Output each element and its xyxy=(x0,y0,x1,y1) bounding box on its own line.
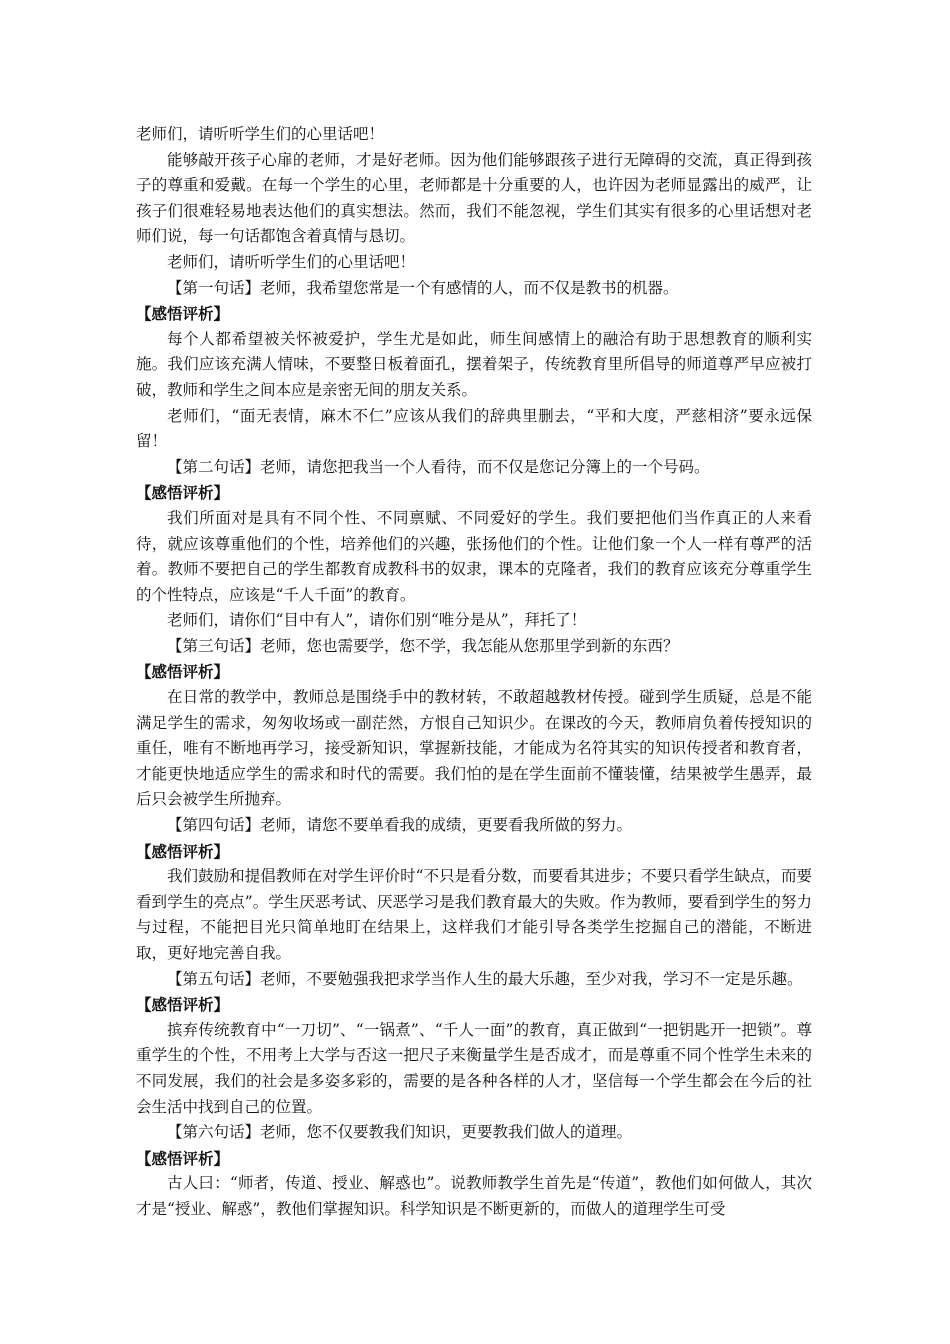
analysis-heading-2: 【感悟评析】 xyxy=(136,483,230,503)
document-body xyxy=(136,122,812,1223)
analysis-heading-3: 【感悟评析】 xyxy=(136,662,230,682)
closing-2: 老师们，请你们“目中有人”，请你们别“唯分是从”，拜托了！ xyxy=(167,611,587,630)
analysis-heading-6: 【感悟评析】 xyxy=(136,1148,230,1168)
analysis-heading-1: 【感悟评析】 xyxy=(136,304,230,324)
quote-4: 【第四句话】老师，请您不要单看我的成绩，更要看我所做的努力。 xyxy=(167,816,633,835)
intro-paragraph: 能够敲开孩子心扉的老师，才是好老师。因为他们能够跟孩子进行无障碍的交流，真正得到孩子的尊重和爱戴。在每一个学生的心里，老师都是十分重要的人，也许因为老师显露出的威严，让孩子们很难轻易地表达他们的真实想法。然而，我们不能忽视，学生们其实有很多的心里话想对老师们说，每一句话都饱含着真情与恳切。 xyxy=(136,150,812,246)
analysis-3: 在日常的教学中，教师总是围绕手中的教材转，不敢超越教材传授。碰到学生质疑，总是不能满足学生的需求，匆匆收场或一副茫然，方恨自己知识少。在课改的今天，教师肩负着传授知识的重任，唯有不断地再学习，接受新知识，掌握新技能，才能成为名符其实的知识传授者和教育者，才能更快地适应学生的需求和时代的需要。我们怕的是在学生面前不懂装懂，结果被学生愚弄，最后只会被学生所抛弃。 xyxy=(136,688,812,809)
analysis-heading-5: 【感悟评析】 xyxy=(136,995,230,1015)
analysis-2: 我们所面对是具有不同个性、不同禀赋、不同爱好的学生。我们要把他们当作真正的人来看待，就应该尊重他们的个性，培养他们的兴趣，张扬他们的个性。让他们象一个人一样有尊严的活着。教师不要把自己的学生都教育成教科书的奴隶，课本的克隆者，我们的教育应该充分尊重学生的个性特点，应该是“千人千面”的教育。 xyxy=(136,508,812,604)
analysis-4: 我们鼓励和提倡教师在对学生评价时“不只是看分数，而要看其进步；不要只看学生缺点，而要看到学生的亮点”。学生厌恶考试、厌恶学习是我们教育最大的失败。作为教师，要看到学生的努力与过程，不能把目光只简单地盯在结果上，这样我们才能引导各类学生挖掘自己的潜能，不断进取，更好地完善自我。 xyxy=(136,867,812,962)
analysis-5: 摈弃传统教育中“一刀切”、“一锅煮”、“千人一面”的教育，真正做到“一把钥匙开一把锁”。尊重学生的个性，不用考上大学与否这一把尺子来衡量学生是否成才，而是尊重不同个性学生未来的不同发展，我们的社会是多姿多彩的，需要的是各种各样的人才，坚信每一个学生都会在今后的社会生活中找到自己的位置。 xyxy=(136,1020,812,1116)
quote-3: 【第三句话】老师，您也需要学，您不学，我怎能从您那里学到新的东西？ xyxy=(167,636,679,655)
analysis-1: 每个人都希望被关怀被爱护，学生尤是如此，师生间感情上的融洽有助于思想教育的顺利实施。我们应该充满人情味，不要整日板着面孔，摆着架子，传统教育里所倡导的师道尊严早应被打破，教师和学生之间本应是亲密无间的朋友关系。 xyxy=(136,329,812,399)
analysis-heading-4: 【感悟评析】 xyxy=(136,841,230,861)
document-title: 老师们，请听听学生们的心里话吧！ xyxy=(136,125,385,143)
closing-1: 老师们，“面无表情，麻木不仁”应该从我们的辞典里删去，“平和大度，严慈相济”要永远保留！ xyxy=(136,406,812,451)
quote-6: 【第六句话】老师，您不仅要教我们知识，更要教我们做人的道理。 xyxy=(167,1123,633,1142)
intro-call: 老师们，请听听学生们的心里话吧！ xyxy=(167,252,416,271)
quote-2: 【第二句话】老师，请您把我当一个人看待，而不仅是您记分簿上的一个号码。 xyxy=(167,457,710,476)
quote-1: 【第一句话】老师，我希望您常是一个有感情的人，而不仅是教书的机器。 xyxy=(167,278,679,297)
analysis-6: 古人曰：“师者，传道、授业、解惑也”。说教师教学生首先是“传道”，教他们如何做人，其次才是“授业、解惑”，教他们掌握知识。科学知识是不断更新的，而做人的道理学生可受 xyxy=(136,1174,812,1218)
quote-5: 【第五句话】老师，不要勉强我把求学当作人生的最大乐趣，至少对我，学习不一定是乐趣。 xyxy=(167,969,803,988)
